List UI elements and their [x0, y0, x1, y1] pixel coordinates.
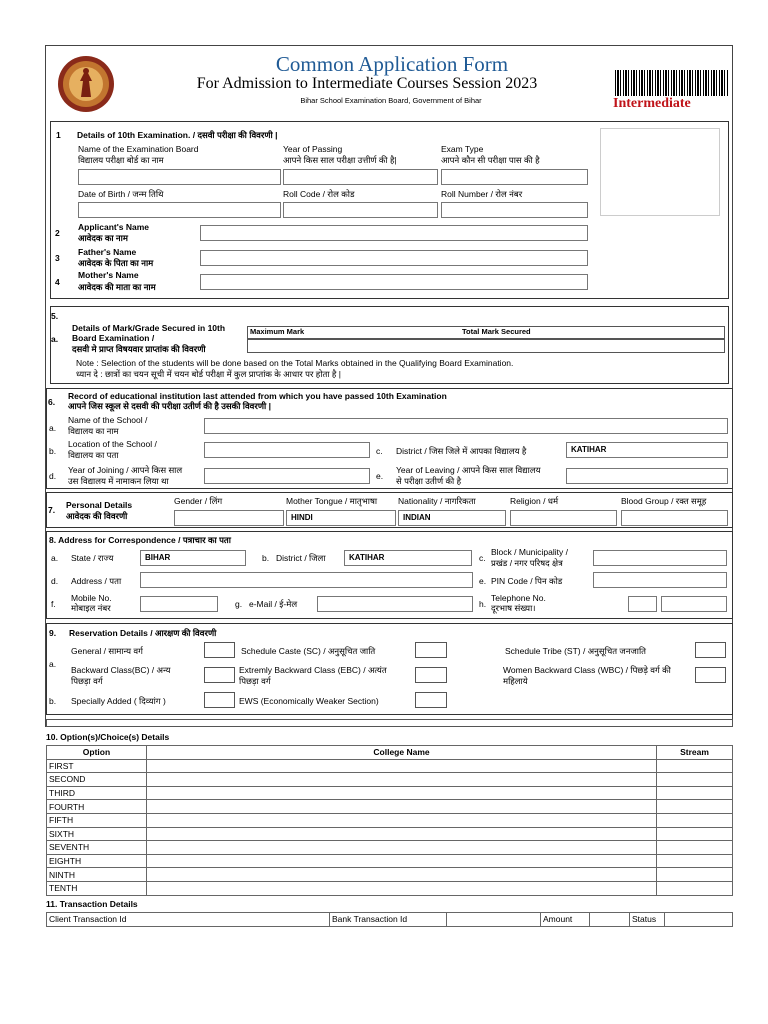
- mobile-label-hi: मोबाइल नंबर: [71, 603, 111, 613]
- bank-transaction-label: Bank Transaction Id: [330, 913, 447, 927]
- option-label: NINTH: [47, 868, 147, 882]
- options-heading: 10. Option(s)/Choice(s) Details: [46, 732, 170, 742]
- stream-cell[interactable]: [657, 881, 733, 895]
- general-label: General / सामान्य वर्ग: [71, 646, 143, 656]
- wbc-label: Women Backward Class (WBC) / पिछड़े वर्ग की: [503, 665, 671, 675]
- total-mark-header: Total Mark Secured: [462, 327, 531, 336]
- bank-transaction-value[interactable]: [447, 913, 541, 927]
- email-input[interactable]: [317, 596, 473, 612]
- sc-checkbox[interactable]: [415, 642, 447, 658]
- table-row[interactable]: [47, 786, 733, 800]
- table-row[interactable]: [47, 759, 733, 773]
- father-name-label-hi: आवेदक के पिता का नाम: [78, 258, 154, 268]
- stream-cell[interactable]: [657, 786, 733, 800]
- section-number: 7.: [48, 505, 56, 515]
- school-location-label: Location of the School /: [68, 439, 157, 449]
- telephone-label-hi: दूरभाष संख्या।: [491, 603, 536, 613]
- school-location-label-hi: विद्यालय का पता: [68, 450, 119, 460]
- sub-number: c.: [376, 446, 383, 456]
- selection-note: Note : Selection of the students will be done based on the Total Marks obtained in the Qualifying Board Examination.: [76, 358, 514, 368]
- mobile-input[interactable]: [140, 596, 218, 612]
- option-label: EIGHTH: [47, 854, 147, 868]
- college-cell[interactable]: [147, 773, 657, 787]
- college-cell[interactable]: [147, 868, 657, 882]
- year-leaving-label: Year of Leaving / आपने किस साल विद्यालय: [396, 465, 541, 475]
- sub-number: d.: [51, 576, 59, 586]
- school-name-label-hi: विद्यालय का नाम: [68, 426, 119, 436]
- reservation-heading: Reservation Details / आरक्षण की विवरणी: [69, 628, 217, 638]
- table-row[interactable]: [47, 813, 733, 827]
- sub-number: a.: [51, 334, 59, 344]
- form-title: Common Application Form: [275, 52, 509, 76]
- address-input[interactable]: [140, 572, 473, 588]
- table-row[interactable]: [47, 868, 733, 882]
- email-label: e-Mail / ई-मेल: [249, 599, 298, 609]
- college-cell[interactable]: [147, 841, 657, 855]
- board-label: Name of the Examination Board: [78, 144, 199, 154]
- st-checkbox[interactable]: [695, 642, 726, 658]
- college-cell[interactable]: [147, 881, 657, 895]
- telephone-std-input[interactable]: [628, 596, 657, 612]
- school-district-label: District / जिस जिले में आपका विद्यालय है: [396, 446, 527, 456]
- option-label: TENTH: [47, 881, 147, 895]
- father-name-input[interactable]: [200, 250, 588, 266]
- wbc-checkbox[interactable]: [695, 667, 726, 683]
- personal-details-label: Personal Details: [66, 500, 133, 510]
- address-label: Address / पता: [71, 576, 122, 586]
- college-cell[interactable]: [147, 827, 657, 841]
- college-col-header: College Name: [147, 746, 657, 760]
- wbc-label-hi: महिलाये: [503, 676, 528, 686]
- blood-group-label: Blood Group / रक्त समूह: [621, 496, 707, 506]
- year-label-hi: आपने किस साल परीक्षा उत्तीर्ण की है|: [283, 155, 397, 165]
- sub-number: b.: [49, 696, 57, 706]
- address-heading: 8. Address for Correspondence / पत्राचार का पता: [49, 535, 231, 545]
- option-label: FIFTH: [47, 813, 147, 827]
- ews-checkbox[interactable]: [415, 692, 447, 708]
- specially-added-checkbox[interactable]: [204, 692, 235, 708]
- college-cell[interactable]: [147, 800, 657, 814]
- section-number: 3: [55, 253, 60, 263]
- school-name-label: Name of the School /: [68, 415, 148, 425]
- year-passing-input[interactable]: [283, 169, 438, 185]
- school-heading: Record of educational institution last attended from which you have passed 10th Examination: [68, 391, 447, 401]
- blood-group-input[interactable]: [621, 510, 728, 526]
- nationality-label: Nationality / नागरिकता: [398, 496, 476, 506]
- pin-code-input[interactable]: [593, 572, 727, 588]
- bc-label-hi: पिछड़ा वर्ग: [71, 676, 103, 686]
- college-cell[interactable]: [147, 786, 657, 800]
- exam-type-input[interactable]: [441, 169, 588, 185]
- stream-cell[interactable]: [657, 759, 733, 773]
- specially-added-label: Specially Added ( दिव्यांग ): [71, 696, 166, 706]
- amount-label: Amount: [541, 913, 590, 927]
- applicant-name-label-hi: आवेदक का नाम: [78, 233, 128, 243]
- sub-number: f.: [51, 599, 56, 609]
- district-label: District / जिला: [276, 553, 326, 563]
- year-leaving-label-hi: से परीक्षा उतीर्ण की है: [396, 476, 462, 486]
- exam-board-input[interactable]: [78, 169, 281, 185]
- roll-number-label: Roll Number / रोल नंबर: [441, 189, 523, 199]
- stream-cell[interactable]: [657, 773, 733, 787]
- section-number: 6.: [48, 397, 56, 407]
- sub-number: b.: [262, 553, 270, 563]
- status-label: Status: [630, 913, 665, 927]
- stream-cell[interactable]: [657, 854, 733, 868]
- marks-label: Details of Mark/Grade Secured in 10th: [72, 323, 226, 333]
- stream-col-header: Stream: [657, 746, 733, 760]
- roll-code-label: Roll Code / रोल कोड: [283, 189, 355, 199]
- option-label: SECOND: [47, 773, 147, 787]
- mother-name-label-hi: आवेदक की माता का नाम: [78, 282, 156, 292]
- religion-input[interactable]: [510, 510, 617, 526]
- dob-input[interactable]: [78, 202, 281, 218]
- table-row[interactable]: [47, 841, 733, 855]
- mother-tongue-label: Mother Tongue / मातृभाषा: [286, 496, 378, 506]
- year-joining-input[interactable]: [204, 468, 370, 484]
- exam-type-label: Exam Type: [441, 144, 484, 154]
- ebc-checkbox[interactable]: [415, 667, 447, 683]
- table-row[interactable]: [47, 881, 733, 895]
- year-joining-label: Year of Joining / आपने किस साल: [68, 465, 183, 475]
- personal-details-label-hi: आवेदक की विवरणी: [66, 511, 128, 521]
- gender-label: Gender / लिंग: [174, 496, 223, 506]
- transaction-heading: 11. Transaction Details: [46, 899, 138, 909]
- sub-number: e.: [479, 576, 487, 586]
- table-row[interactable]: [47, 800, 733, 814]
- table-row[interactable]: [47, 854, 733, 868]
- options-table: [46, 745, 733, 896]
- stream-tag: Intermediate: [613, 96, 691, 111]
- school-name-input[interactable]: [204, 418, 728, 434]
- option-label: SIXTH: [47, 827, 147, 841]
- year-label: Year of Passing: [283, 144, 343, 154]
- bc-checkbox[interactable]: [204, 667, 235, 683]
- father-name-label: Father's Name: [78, 247, 137, 257]
- sub-number: d.: [49, 471, 57, 481]
- client-transaction-label: Client Transaction Id: [47, 913, 330, 927]
- school-district-input[interactable]: KATIHAR: [566, 442, 728, 458]
- sub-number: c.: [479, 553, 486, 563]
- school-location-input[interactable]: [204, 442, 370, 458]
- mother-name-label: Mother's Name: [78, 270, 139, 280]
- stream-cell[interactable]: [657, 800, 733, 814]
- st-label: Schedule Tribe (ST) / अनुसूचित जनजाति: [505, 646, 647, 656]
- sub-number: a.: [49, 423, 57, 433]
- marks-label-hi: दसवी मे प्राप्त विषयवार प्राप्तांक की विवरणी: [72, 344, 206, 354]
- roll-number-input[interactable]: [441, 202, 588, 218]
- college-cell[interactable]: [147, 813, 657, 827]
- district-input[interactable]: KATIHAR: [344, 550, 472, 566]
- religion-label: Religion / धर्म: [510, 496, 559, 506]
- year-leaving-input[interactable]: [566, 468, 728, 484]
- sub-number: b.: [49, 446, 57, 456]
- form-subtitle: For Admission to Intermediate Courses Session 2023: [196, 75, 538, 92]
- option-label: SEVENTH: [47, 841, 147, 855]
- stream-cell[interactable]: [657, 841, 733, 855]
- board-name: Bihar School Examination Board, Government of Bihar: [300, 96, 482, 105]
- stream-cell[interactable]: [657, 868, 733, 882]
- stream-cell[interactable]: [657, 813, 733, 827]
- marks-label-2: Board Examination /: [72, 333, 155, 343]
- option-label: FOURTH: [47, 800, 147, 814]
- state-input[interactable]: BIHAR: [140, 550, 246, 566]
- option-label: THIRD: [47, 786, 147, 800]
- transaction-table: [46, 912, 733, 927]
- sub-number: a.: [51, 553, 59, 563]
- nationality-input[interactable]: INDIAN: [398, 510, 506, 526]
- section-1-heading: Details of 10th Examination. / दसवी परीक्षा की विवरणी |: [77, 130, 278, 140]
- mother-tongue-input[interactable]: HINDI: [286, 510, 396, 526]
- ews-label: EWS (Economically Weaker Section): [239, 696, 379, 706]
- college-cell[interactable]: [147, 759, 657, 773]
- section-number: 9.: [49, 628, 57, 638]
- option-label: FIRST: [47, 759, 147, 773]
- section-number: 1: [56, 130, 61, 140]
- school-heading-hi: आपने जिस स्कूल से दसवी की परीक्षा उतीर्ण की है उसकी विवरणी |: [68, 401, 271, 411]
- ebc-label-hi: पिछड़ा वर्ग: [239, 676, 271, 686]
- sc-label: Schedule Caste (SC) / अनुसूचित जाति: [241, 646, 376, 656]
- general-checkbox[interactable]: [204, 642, 235, 658]
- year-joining-label-hi: उस विद्यालय में नामाकन लिया था: [68, 476, 169, 486]
- telephone-label: Telephone No.: [491, 593, 546, 603]
- dob-label: Date of Birth / जन्म तिथि: [78, 189, 164, 199]
- status-value[interactable]: [665, 913, 733, 927]
- sub-number: g.: [235, 599, 243, 609]
- pin-code-label: PIN Code / पिन कोड: [491, 576, 563, 586]
- gender-input[interactable]: [174, 510, 284, 526]
- section-divider: [46, 719, 733, 727]
- section-number: 4: [55, 277, 60, 287]
- sub-number: a.: [49, 659, 57, 669]
- section-number: 5.: [51, 311, 59, 321]
- mother-name-input[interactable]: [200, 274, 588, 290]
- roll-code-input[interactable]: [283, 202, 438, 218]
- barcode: [615, 70, 728, 96]
- section-number: 2: [55, 228, 60, 238]
- applicant-name-input[interactable]: [200, 225, 588, 241]
- option-col-header: Option: [47, 746, 147, 760]
- state-label: State / राज्य: [71, 553, 114, 563]
- board-label-hi: विद्यालय परीक्षा बोर्ड का नाम: [78, 155, 164, 165]
- sub-number: h.: [479, 599, 487, 609]
- sub-number: e.: [376, 471, 384, 481]
- bc-label: Backward Class(BC) / अन्य: [71, 665, 171, 675]
- applicant-name-label: Applicant's Name: [78, 222, 149, 232]
- block-label-hi: प्रखंड / नगर परिषद क्षेत्र: [491, 558, 563, 568]
- table-row[interactable]: [47, 827, 733, 841]
- mobile-label: Mobile No.: [71, 593, 112, 603]
- max-mark-header: Maximum Mark: [250, 327, 305, 336]
- block-input[interactable]: [593, 550, 727, 566]
- telephone-number-input[interactable]: [661, 596, 727, 612]
- exam-type-label-hi: आपने कौन सी परीक्षा पास की है: [441, 155, 540, 165]
- ebc-label: Extremly Backward Class (EBC) / अत्यंत: [239, 665, 387, 675]
- block-label: Block / Municipality /: [491, 547, 568, 557]
- table-row[interactable]: [47, 773, 733, 787]
- selection-note-hi: ध्यान दे : छात्रों का चयन सूची में चयन बोर्ड परीक्षा में कुल प्राप्तांक के आधार पर होता है |: [76, 369, 342, 379]
- stream-cell[interactable]: [657, 827, 733, 841]
- college-cell[interactable]: [147, 854, 657, 868]
- amount-value[interactable]: [590, 913, 630, 927]
- marks-input-row[interactable]: [247, 339, 725, 353]
